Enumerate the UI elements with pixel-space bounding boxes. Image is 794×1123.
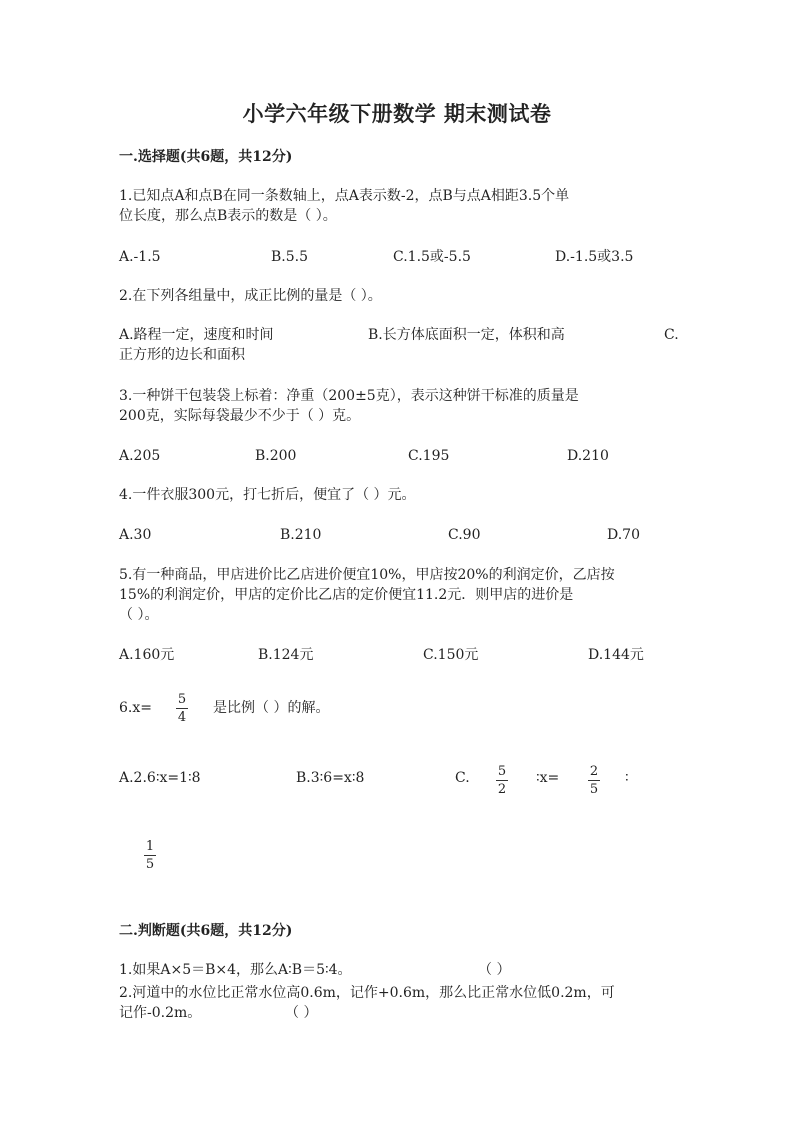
question-4-option-b: B.210 [280, 527, 322, 543]
question-6-option-b: B.3∶6=x∶8 [296, 770, 365, 786]
question-6-prefix: 6.x= [119, 700, 152, 716]
section-heading-choice: 一.选择题(共6题，共12分) [119, 149, 293, 165]
question-3-line-1: 3.一种饼干包装袋上标着：净重（200±5克），表示这种饼干标准的质量是 [119, 388, 579, 404]
judgement-2-blank: （ ） [285, 1005, 318, 1021]
question-5-option-b: B.124元 [258, 647, 314, 663]
question-2-option-b: B.长方体底面积一定，体积和高 [368, 327, 565, 343]
question-4-line-1: 4.一件衣服300元，打七折后，便宜了（ ）元。 [119, 487, 416, 503]
question-3-option-c: C.195 [408, 448, 450, 464]
question-3-option-d: D.210 [567, 448, 609, 464]
question-1-option-d: D.-1.5或3.5 [555, 249, 634, 265]
question-6-fraction [170, 692, 194, 725]
question-2-option-c-text: 正方形的边长和面积 [119, 347, 245, 363]
question-5-line-3: （ ）。 [119, 607, 159, 623]
question-5-option-c: C.150元 [423, 647, 479, 663]
fraction-denominator: 2 [497, 782, 507, 797]
question-6-option-c-middle: ∶x= [536, 770, 560, 786]
judgement-2-line-2: 记作-0.2m。 [119, 1005, 202, 1021]
judgement-2-line-1: 2.河道中的水位比正常水位高0.6m，记作+0.6m，那么比正常水位低0.2m，可 [119, 985, 615, 1001]
question-5-line-2: 15%的利润定价，甲店的定价比乙店的定价便宜11.2元．则甲店的进价是 [119, 587, 574, 603]
question-6-option-c-fraction-2 [582, 764, 606, 797]
fraction-denominator: 5 [145, 857, 155, 872]
question-5-option-a: A.160元 [119, 647, 175, 663]
question-1-option-b: B.5.5 [271, 249, 309, 265]
question-1-line-1: 1.已知点A和点B在同一条数轴上，点A表示数-2，点B与点A相距3.5个单 [119, 188, 570, 204]
question-2-option-c: C. [664, 327, 679, 343]
question-6-option-c-fraction-3 [138, 839, 162, 872]
fraction-denominator: 4 [177, 710, 187, 725]
question-3-line-2: 200克，实际每袋最少不少于（ ）克。 [119, 408, 361, 424]
section-heading-judgement: 二.判断题(共6题，共12分) [119, 923, 293, 939]
question-2-line-1: 2.在下列各组量中，成正比例的量是（ ）。 [119, 288, 382, 304]
question-4-option-a: A.30 [119, 527, 152, 543]
question-1-line-2: 位长度，那么点B表示的数是（ ）。 [119, 208, 337, 224]
question-6-option-c-label: C. [455, 770, 470, 786]
question-1-option-c: C.1.5或-5.5 [393, 249, 471, 265]
page-title: 小学六年级下册数学 期末测试卷 [242, 101, 552, 126]
question-2-option-a: A.路程一定，速度和时间 [119, 327, 274, 343]
question-3-option-a: A.205 [119, 448, 161, 464]
question-4-option-d: D.70 [607, 527, 640, 543]
fraction-numerator: 5 [497, 764, 507, 779]
question-6-suffix: 是比例（ ）的解。 [213, 700, 330, 716]
fraction-numerator: 2 [589, 764, 599, 779]
fraction-numerator: 5 [177, 692, 187, 707]
question-4-option-c: C.90 [448, 527, 481, 543]
question-6-option-c-colon: ∶ [625, 770, 629, 786]
question-6-option-c-fraction-1 [490, 764, 514, 797]
fraction-numerator: 1 [145, 839, 155, 854]
question-3-option-b: B.200 [255, 448, 297, 464]
fraction-denominator: 5 [589, 782, 599, 797]
question-5-line-1: 5.有一种商品，甲店进价比乙店进价便宜10%，甲店按20%的利润定价，乙店按 [119, 567, 615, 583]
question-6-option-a: A.2.6∶x=1∶8 [119, 770, 201, 786]
judgement-1-text: 1.如果A×5＝B×4，那么A∶B＝5∶4。 [119, 962, 352, 978]
question-5-option-d: D.144元 [588, 647, 644, 663]
judgement-1-blank: （ ） [478, 962, 511, 978]
question-1-option-a: A.-1.5 [119, 249, 161, 265]
